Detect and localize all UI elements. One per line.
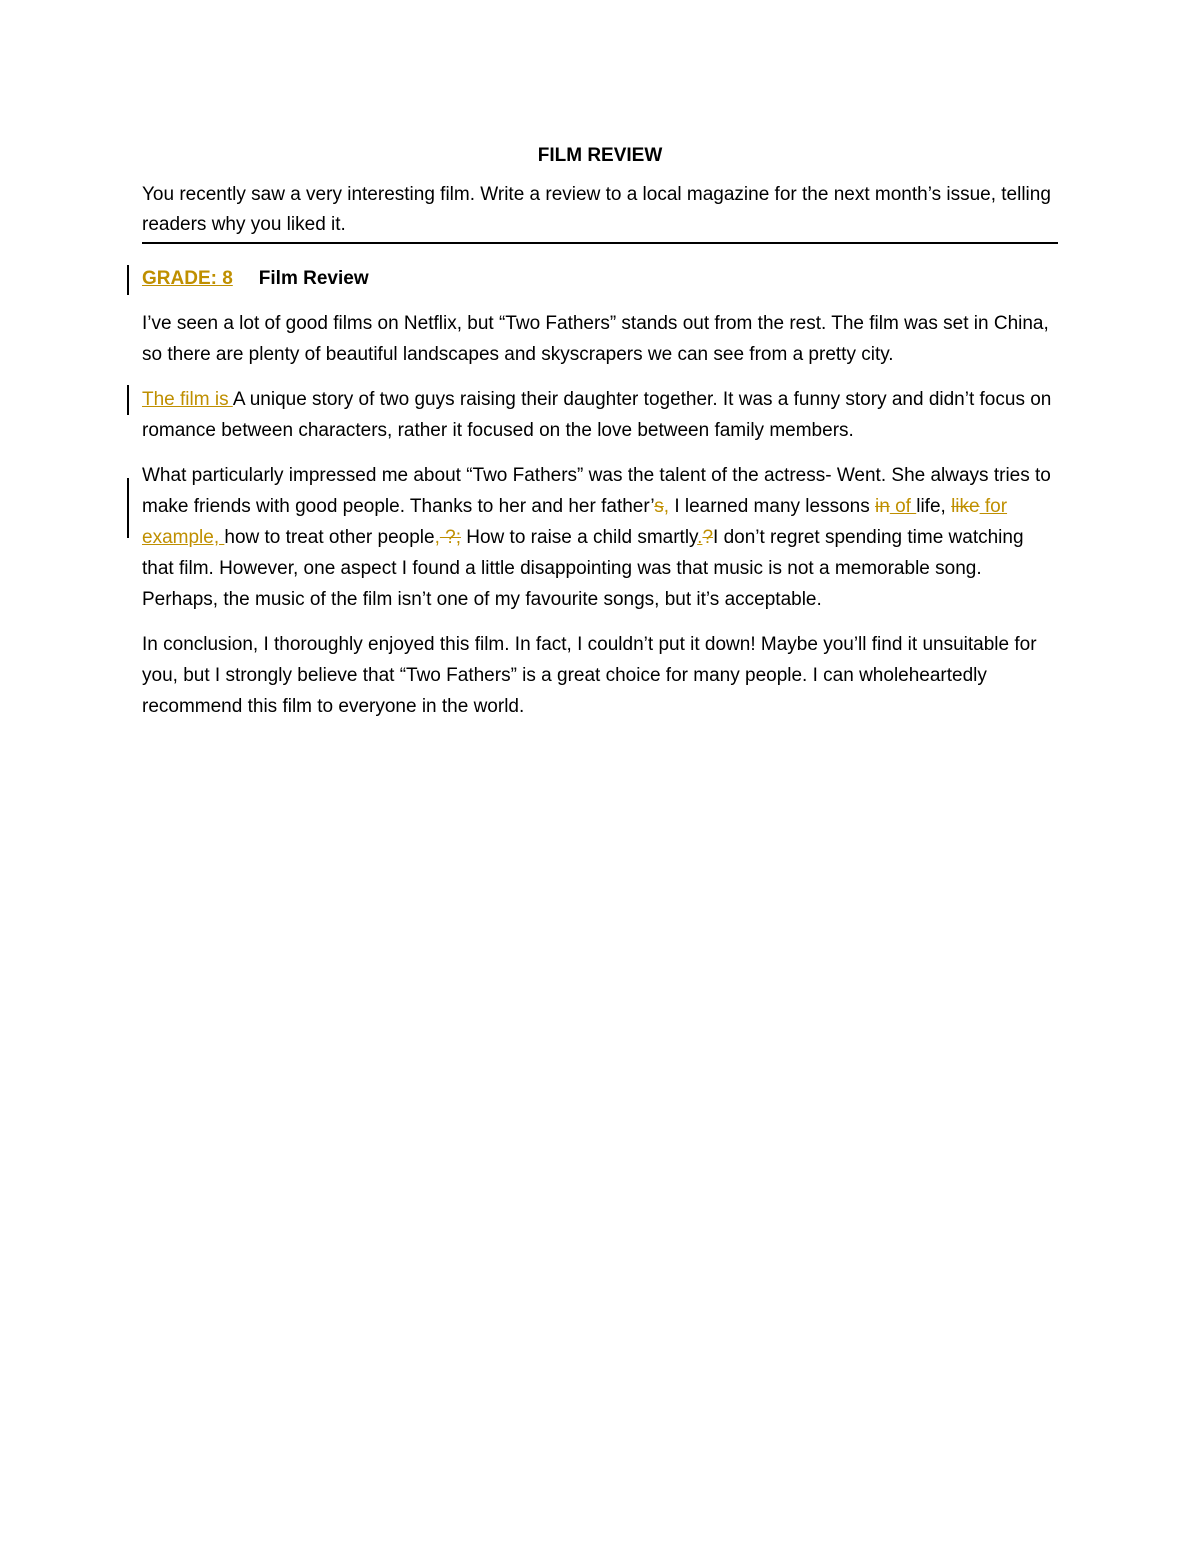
paragraph-text: What particularly impressed me about “Two Fathers” was the talent of the actress- Went. She always tries to make friends with good people. Thanks to her and her father’ — [142, 465, 1051, 517]
paragraph-text: How to raise a child smartly — [460, 527, 698, 548]
paragraph-text: I’ve seen a lot of good films on Netflix, but “Two Fathers” stands out from the rest. The film was set in China, so there are plenty of beautiful landscapes and skyscrapers we can see from a pretty city. — [142, 313, 1049, 365]
deleted-text: ?; — [439, 527, 461, 548]
document-title: FILM REVIEW — [537, 145, 663, 166]
paragraph-intro — [142, 308, 1058, 370]
paragraph-text: how to treat other people — [224, 527, 435, 548]
paragraph-story — [142, 384, 1058, 446]
inserted-text: The film is — [142, 389, 233, 410]
deleted-text: ? — [702, 527, 714, 548]
inserted-text: for example, — [142, 496, 1008, 548]
paragraph-text: A unique story of two guys raising their daughter together. It was a funny story and didn’t focus on romance between characters, rather it focused on the love between family members. — [142, 389, 1052, 441]
grade-label: GRADE: 8 — [142, 268, 233, 289]
paragraph-text: I learned many lessons — [669, 496, 876, 517]
revision-change-bar — [127, 265, 129, 295]
inserted-text: of — [889, 496, 917, 517]
inserted-text: , — [434, 527, 440, 548]
task-prompt: You recently saw a very interesting film. Write a review to a local magazine for the next month’s issue, telling readers why you liked it. — [142, 180, 1058, 244]
paragraph-impressions — [142, 460, 1058, 615]
deleted-text: in — [875, 496, 890, 517]
paragraph-text: In conclusion, I thoroughly enjoyed this film. In fact, I couldn’t put it down! Maybe you’ll find it unsuitable for you, but I strongly believe that “Two Fathers” is a great choice for many people. I can wholeheartedly recommend this film to everyone in the world. — [142, 634, 1037, 717]
document-body — [142, 142, 1058, 736]
inserted-text: , — [663, 496, 670, 517]
paragraph-text: I don’t regret spending time watching that film. However, one aspect I found a little disappointing was that music is not a memorable song. Perhaps, the music of the film isn’t one of my favourite songs, but it’s acceptable. — [142, 527, 1024, 610]
grade-line — [142, 264, 1058, 294]
review-title: Film Review — [258, 268, 369, 289]
paragraph-text: life, — [916, 496, 952, 517]
inserted-text: . — [697, 527, 703, 548]
deleted-text: s — [654, 496, 664, 517]
revision-change-bar — [127, 478, 129, 538]
revision-change-bar — [127, 385, 129, 415]
deleted-text: like — [951, 496, 980, 517]
paragraph-conclusion — [142, 629, 1058, 722]
